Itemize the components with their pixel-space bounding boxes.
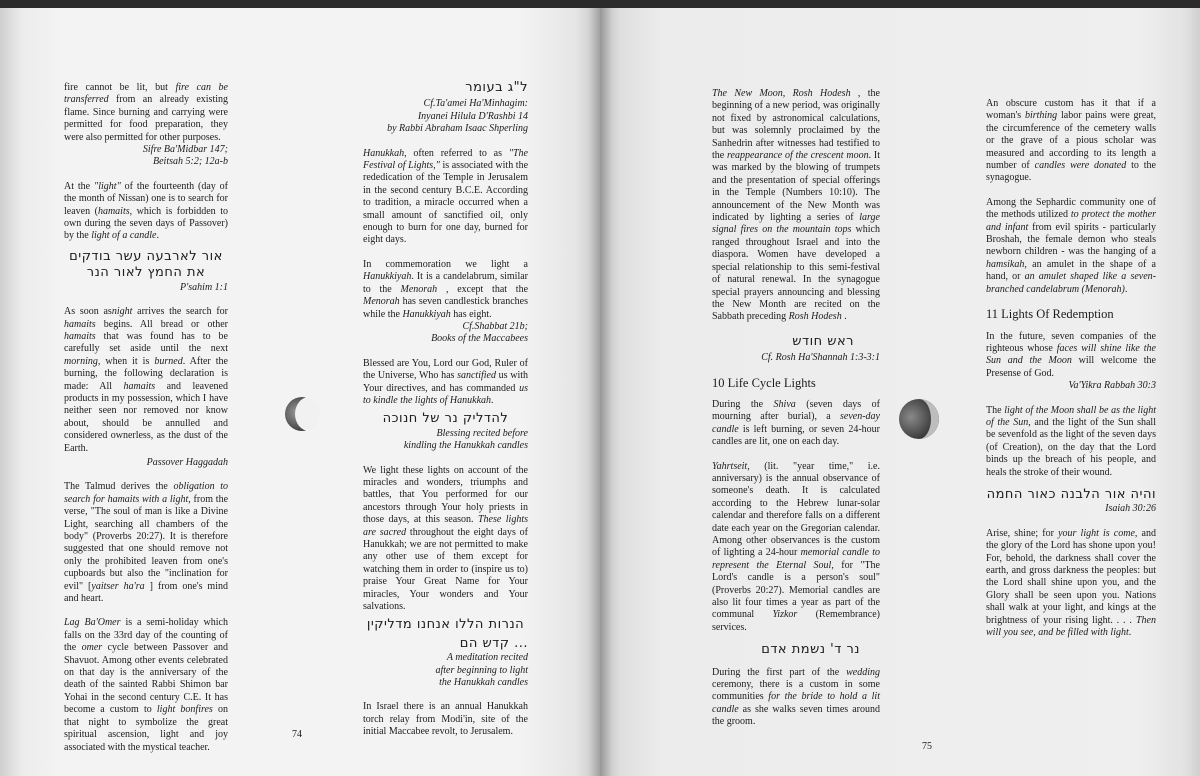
book-gutter — [588, 8, 612, 776]
paragraph — [363, 701, 528, 738]
citation — [363, 98, 528, 135]
text-run: In Israel there is an annual Hanukkah torch relay from Modi'in, site of the initial Maccabee revolt, to Jerusalem. — [363, 701, 528, 738]
italic-run: us to kindle the lights of Hanukkah — [363, 382, 528, 406]
italic-run: Hanukkah — [363, 147, 405, 159]
text-run: The Talmud derives the — [64, 481, 174, 493]
italic-run: hamsikah — [986, 258, 1025, 270]
paragraph — [986, 405, 1156, 479]
paragraph — [986, 528, 1156, 640]
citation-line: Sifre Ba'Midbar 147; — [142, 144, 228, 156]
text-run: , and the glory of the Lord has shone upon you! For, behold, the darkness shall cover the earth, and gross darkness the peoples: but the Lord shall shine upon you, and the Glory shall be seen upon you. Nations shall walk at your light, and kings at the brightness of your rising light. — [986, 527, 1156, 626]
italic-run: "The Festival of Lights," — [363, 147, 528, 172]
text-run: Among the Sephardic community one of the methods utilized — [986, 196, 1156, 221]
text-run: is a semi-holiday which falls on the 33rd day of the counting of the — [64, 617, 228, 654]
italic-run: omer — [81, 642, 103, 654]
italic-run: an amulet shaped like a seven-branched candelabrum (Menorah) — [986, 271, 1156, 295]
text-run: throughout the eight days of Hanukkah; we are not permitted to make any other use of them except for watching them in order to (inspire us to) praise Your Great Name for Your miracles, Your wonders and Your salvations. — [363, 526, 529, 613]
citation-line: kindling the Hanukkah candles — [403, 440, 528, 452]
text-run: . — [156, 230, 159, 242]
italic-run: hamaits — [123, 380, 156, 392]
text-run: begins. All bread or other — [95, 318, 228, 330]
text-run: , which is forbidden to own during the seven days of Passover) by the — [64, 205, 228, 242]
text-run: ] from one's mind and heart. — [64, 580, 228, 605]
text-run: cycle between Passover and Shavuot. Among other events celebrated on that day is the anniversary of the death of the sainted Rabbi Shimon bar Yohai in the second century C.E. It has become a custom to — [64, 642, 229, 716]
section-heading: 10 Life Cycle Lights — [712, 375, 816, 390]
citation-line: Passover Haggadah — [146, 456, 228, 468]
citation-line: Isaiah 30:26 — [1105, 503, 1156, 515]
italic-run: Hanukkiyah — [402, 308, 451, 320]
text-run: from an already existing flame. Since burning and carrying were permitted for food preparation, they were also permitted for other purposes. — [64, 94, 228, 143]
text-run: which ranged throughout Israel and into the diaspora. Women have developed a special relationship to this semi-festival of natural renewal. In the synagogue special prayers announcing and blessing the New Month are recited on the Sabbath preceding — [712, 224, 880, 323]
paragraph — [712, 88, 880, 324]
text-run: , the beginning of a new period, was originally not fixed by astronomical calculations, but was solemnly proclaimed by the Sanhedrin after witnesses had testified to the — [712, 88, 880, 162]
text-run: us with Your directives, and has commanded — [363, 370, 528, 394]
text-run: on that night to symbolize the great spiritual ascension, light and joy associated with the mystical teacher. — [64, 704, 229, 753]
text-run: . After the burning, the following declaration is made: All — [64, 355, 228, 392]
italic-run: memorial candle to represent the Eternal Soul — [712, 547, 880, 571]
italic-run: Menorah — [400, 283, 438, 295]
text-run: . — [491, 394, 494, 406]
page-number: 75 — [922, 741, 932, 752]
italic-run: burned — [154, 355, 183, 367]
italic-run: sanctified — [457, 370, 496, 382]
italic-run: These lights are sacred — [363, 514, 529, 538]
right-page-column-1 — [712, 88, 880, 741]
text-run: has seven candlestick branches while the — [363, 296, 528, 320]
italic-run: hamaits — [64, 318, 96, 330]
right-page-column-2 — [986, 98, 1156, 651]
text-run: has eight. — [450, 308, 492, 320]
text-run: of the fourteenth (day of the month of Nissan) one is to search for leaven ( — [64, 180, 229, 217]
paragraph — [986, 331, 1156, 381]
half-moon-image — [898, 398, 940, 440]
text-run: . — [1128, 627, 1132, 639]
citation — [712, 352, 880, 364]
hebrew-text: נר ד' נשמת אדם — [761, 642, 860, 658]
citation-line: Beitsah 5:2; 12a-b — [153, 156, 228, 168]
paragraph — [712, 667, 880, 729]
text-run: fire cannot be lit, but — [64, 82, 176, 93]
citation-line: P'sahim 1:1 — [180, 281, 228, 293]
paragraph — [64, 306, 228, 455]
text-run: , except that the — [437, 283, 529, 295]
page-number: 74 — [292, 729, 302, 740]
italic-run: faces will shine like the Sun and the Moon — [986, 342, 1156, 367]
citation-line: Cf. Rosh Ha'Shannah 1:3-3:1 — [761, 352, 880, 364]
italic-run: "light" — [94, 180, 121, 192]
paragraph — [363, 148, 528, 247]
citation — [363, 652, 528, 689]
italic-run: light bonfires — [156, 704, 213, 716]
citation-line: A meditation recited — [446, 652, 528, 664]
text-run: , from the verse, "The soul of man is like a Divine Light, searching all chambers of the body" (Proverbs 20:27). It is therefore suggested that one should remove not only the prohibited leaven from one's cupboards but also the "inclination for evil" [ — [64, 493, 229, 592]
hebrew-text: ראש חודש — [792, 333, 854, 349]
citation-line: after beginning to light — [435, 664, 528, 676]
italic-run: light of a candle — [91, 230, 157, 242]
text-run: We light these lights on account of the miracles and wonders, triumphs and battles, that You performed for our ancestors through Your holy priests in those days, at this season. — [363, 464, 528, 526]
citation-line: by Rabbi Abraham Isaac Shperling — [387, 123, 528, 135]
text-run: that was found has to be carefully set aside until the next — [64, 330, 228, 355]
text-run: labor pains were great, the circumference of the cemetery walls or the grave of a pious scholar was measured and according to its length a number of — [986, 110, 1156, 172]
italic-run: seven-day candle — [712, 411, 880, 435]
paragraph — [64, 181, 228, 243]
left-page — [0, 8, 600, 776]
text-run: , for "The Lord's candle is a person's soul" (Proverbs 20:27). Memorial candles are also lit four times a year as part of the communal — [712, 559, 880, 621]
italic-run: reappearance of the crescent moon — [727, 150, 869, 162]
hebrew-text: ל"ג בעומר — [465, 80, 528, 95]
hebrew-text: את החמץ לאור הנר — [86, 265, 206, 281]
hebrew-text: אור לארבעה עשר בודקים — [69, 248, 223, 264]
italic-run: Lag Ba'Omer — [64, 617, 121, 629]
italic-run: to protect the mother and infant — [986, 209, 1156, 233]
paragraph — [712, 461, 880, 635]
right-page — [600, 8, 1200, 776]
text-run: Arise, shine; for — [986, 527, 1059, 539]
section-heading: 11 Lights Of Redemption — [986, 307, 1114, 322]
text-run: During the — [712, 398, 774, 410]
paragraph — [64, 617, 228, 753]
italic-run: Yizkor — [772, 609, 798, 621]
text-run: to the synagogue. — [986, 160, 1156, 184]
hebrew-text: ... קדש הם — [459, 635, 528, 651]
italic-run: birthing — [1024, 110, 1058, 122]
citation — [64, 144, 228, 169]
text-run: is left burning, or seven 24-hour candles are lit, one on each day. — [712, 423, 880, 448]
italic-run: yaitser ha'ra — [91, 580, 145, 592]
text-run: . — [1124, 283, 1128, 295]
text-run: . It is a candelabrum, similar to the — [363, 271, 528, 295]
citation-line: Inyanei Hilula D'Rashbi 14 — [417, 110, 528, 122]
italic-run: morning — [64, 355, 98, 367]
italic-run: Menorah — [363, 296, 400, 308]
citation — [64, 282, 228, 294]
text-run: . It was marked by the blowing of trumpets and the presentation of special offerings in the Temple (Numbers 10:10). The announcement of the New Month was indicated by lighting a series of — [712, 150, 881, 224]
italic-run: wedding — [846, 666, 880, 678]
text-run: from evil spirits - particularly Broshah, the female demon who steals newborn children - was the hanging of a — [986, 221, 1156, 258]
text-run: As soon as — [64, 306, 112, 318]
citation — [64, 457, 228, 469]
citation — [363, 428, 528, 453]
paragraph — [64, 82, 228, 144]
crescent-moon-image — [284, 396, 320, 432]
text-run: (Remembrance) services. — [712, 609, 880, 633]
citation-line: Va'Yikra Rabbah 30:3 — [1068, 380, 1156, 392]
citation-line: Cf.Ta'amei Ha'Minhagim: — [423, 98, 528, 110]
text-run: . — [841, 311, 847, 323]
paragraph — [363, 259, 528, 321]
text-run: will welcome the Presense of God. — [986, 355, 1157, 379]
paragraph — [64, 481, 228, 605]
italic-run: Shiva — [773, 398, 796, 410]
text-run: as she walks seven times around the groom. — [712, 703, 880, 728]
italic-run: night — [111, 306, 133, 318]
citation — [363, 321, 528, 346]
text-run: arrives the search for — [132, 306, 228, 318]
text-run: During the first part of the — [712, 666, 847, 678]
italic-run: for the bride to hold a lit candle — [712, 691, 880, 715]
italic-run: hamaits — [64, 330, 96, 342]
italic-run: Yahrtseit — [712, 460, 748, 472]
hebrew-text: הנרות הללו אנחנו מדליקין — [366, 617, 525, 633]
citation — [986, 380, 1156, 392]
left-page-column-2 — [363, 82, 528, 751]
hebrew-text: להדליק נר של חנוכה — [382, 411, 509, 427]
citation-line: Cf.Shabbat 21b; — [462, 320, 528, 332]
text-run: , and the light of the Sun shall be sevenfold as the light of the seven days (of Creation), on the day that the Lord binds up the breach of his people, and heals the stroke of their wound. — [986, 416, 1156, 478]
italic-run: The New Moon, Rosh Hodesh — [712, 88, 851, 99]
paragraph — [986, 197, 1156, 296]
italic-run: Rosh Hodesh — [788, 311, 842, 323]
italic-run: your light is come — [1058, 527, 1135, 539]
italic-run: hamaits — [97, 205, 130, 217]
citation-line: the Hanukkah candles — [439, 677, 528, 689]
text-run: , when it is — [97, 355, 155, 367]
citation-line: Blessing recited before — [436, 427, 528, 439]
text-run: is associated with the rededication of the Temple in Jerusalem in the second century B.C.E. According to tradition, a miracle occurred when a small amount of sanctified oil, only enough to burn for one day, burned for eight days. — [363, 160, 529, 246]
text-run: Blessed are You, Lord our God, Ruler of the Universe, Who has — [363, 357, 528, 382]
text-run: An obscure custom has it that if a woman's — [986, 98, 1156, 122]
text-run: , an amulet in the shape of a hand, or — [986, 258, 1156, 283]
italic-run: light of the Moon shall be as the light of the Sun — [986, 404, 1156, 428]
text-run: In the future, seven companies of the righteous whose — [986, 330, 1156, 354]
citation-line: Books of the Maccabees — [431, 333, 528, 345]
paragraph — [363, 358, 528, 408]
italic-run: Hanukkiyah — [363, 271, 412, 283]
paragraph — [363, 465, 528, 614]
text-run: At the — [64, 180, 95, 192]
hebrew-text: והיה אור הלבנה כאור החמה — [986, 486, 1156, 502]
citation — [986, 503, 1156, 515]
text-run: , often referred to as — [404, 147, 509, 159]
text-run: and leavened products in my possession, which I have neither seen nor removed nor know about, should be annulled and considered ownerless, as the dust of the Earth. — [64, 380, 228, 454]
paragraph — [986, 98, 1156, 185]
italic-run: fire can be transferred — [64, 82, 228, 106]
italic-run: candles were donated — [1034, 160, 1127, 172]
italic-run: obligation to search for hamaits with a light — [64, 481, 228, 505]
paragraph — [712, 399, 880, 449]
italic-run: large signal fires on the mountain tops — [712, 212, 880, 236]
italic-run: . . . Then will you see, and be filled with light — [986, 614, 1156, 639]
text-run: , (lit. "year time," i.e. anniversary) is the annual observance of someone's death. It is calculated according to the Hebrew lunar-solar calendar and therefore falls on a different date each year on the Gregorian calendar. Among other observances is the custom of lighting a 24-hour — [712, 460, 880, 559]
text-run: ceremony, there is a custom in some communities — [712, 679, 880, 703]
text-run: The — [986, 404, 1005, 416]
text-run: (seven days of mourning after burial), a — [712, 398, 881, 423]
left-page-column-1 — [64, 82, 228, 766]
text-run: In commemoration we light a — [363, 258, 528, 270]
